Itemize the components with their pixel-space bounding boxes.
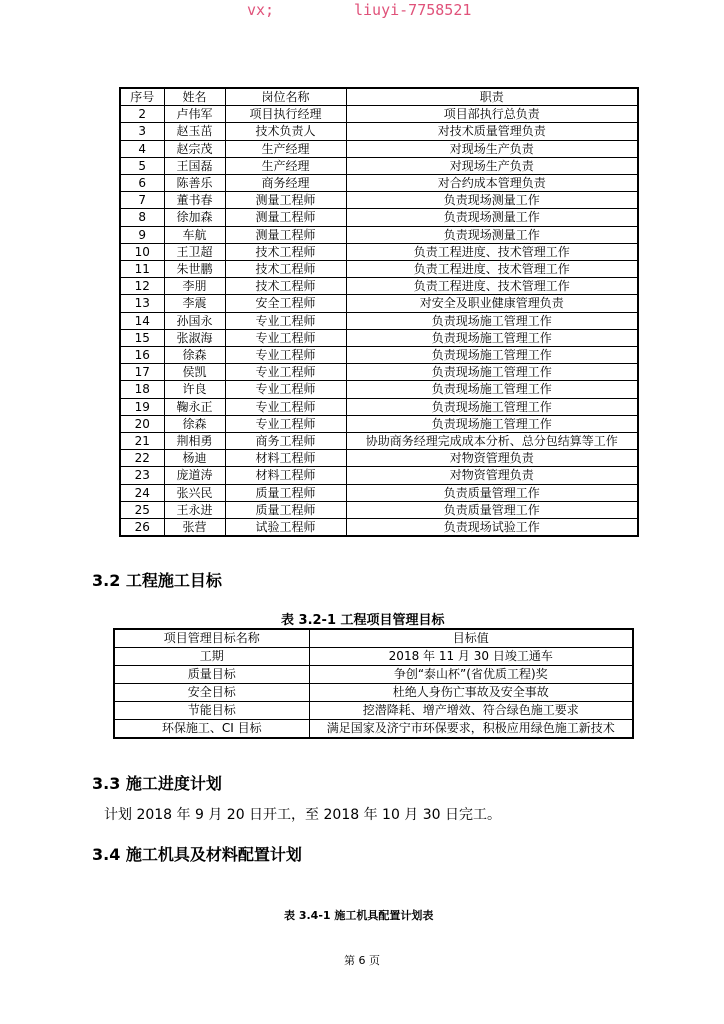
section-heading-3-4: 3.4 施工机具及材料配置计划 [92, 845, 302, 864]
cell-position: 试验工程师 [225, 519, 346, 537]
cell-name: 董书春 [164, 192, 225, 209]
cell-position: 安全工程师 [225, 295, 346, 312]
cell-position: 质量工程师 [225, 501, 346, 518]
goals-table-caption: 表 3.2-1 工程项目管理目标 [281, 613, 445, 628]
cell-goal-name: 质量目标 [114, 666, 309, 684]
table-row [120, 381, 638, 398]
cell-position: 技术工程师 [225, 243, 346, 260]
cell-position: 技术负责人 [225, 123, 346, 140]
cell-no: 26 [120, 519, 164, 537]
cell-name: 赵宗茂 [164, 140, 225, 157]
cell-no: 10 [120, 243, 164, 260]
cell-position: 专业工程师 [225, 381, 346, 398]
cell-position: 生产经理 [225, 140, 346, 157]
cell-no: 9 [120, 226, 164, 243]
cell-no: 17 [120, 364, 164, 381]
cell-name: 李朋 [164, 278, 225, 295]
cell-name: 卢伟军 [164, 106, 225, 123]
table-row [120, 467, 638, 484]
cell-name: 徐加森 [164, 209, 225, 226]
cell-goal-name: 环保施工、CI 目标 [114, 720, 309, 739]
cell-position: 测量工程师 [225, 209, 346, 226]
cell-position: 材料工程师 [225, 450, 346, 467]
cell-duty: 负责现场测量工作 [346, 209, 638, 226]
cell-duty: 对物资管理负责 [346, 467, 638, 484]
cell-position: 测量工程师 [225, 226, 346, 243]
cell-name: 朱世鹏 [164, 261, 225, 278]
cell-no: 20 [120, 415, 164, 432]
table-row [120, 106, 638, 123]
cell-name: 张淑海 [164, 329, 225, 346]
cell-duty: 负责工程进度、技术管理工作 [346, 243, 638, 260]
cell-position: 专业工程师 [225, 347, 346, 364]
cell-duty: 对物资管理负责 [346, 450, 638, 467]
goals-table-header [114, 629, 633, 648]
cell-name: 荆相勇 [164, 433, 225, 450]
table-row [120, 398, 638, 415]
header-position: 岗位名称 [225, 88, 346, 106]
table-row [120, 347, 638, 364]
table-row [120, 519, 638, 537]
cell-duty: 对技术质量管理负责 [346, 123, 638, 140]
cell-no: 11 [120, 261, 164, 278]
cell-no: 2 [120, 106, 164, 123]
watermark-left: vx; [247, 1, 275, 19]
table-row [114, 702, 633, 720]
cell-name: 王永进 [164, 501, 225, 518]
cell-duty: 协助商务经理完成成本分析、总分包结算等工作 [346, 433, 638, 450]
cell-duty: 负责质量管理工作 [346, 501, 638, 518]
table-row [120, 140, 638, 157]
staff-table-body [120, 106, 638, 537]
cell-no: 12 [120, 278, 164, 295]
cell-duty: 对现场生产负责 [346, 140, 638, 157]
watermark-right: liuyi-7758521 [354, 1, 472, 19]
cell-no: 4 [120, 140, 164, 157]
cell-position: 项目执行经理 [225, 106, 346, 123]
cell-name: 王国磊 [164, 157, 225, 174]
table-row [120, 433, 638, 450]
cell-position: 专业工程师 [225, 364, 346, 381]
table-row [120, 329, 638, 346]
table-row [120, 157, 638, 174]
cell-name: 徐森 [164, 415, 225, 432]
cell-name: 杨迪 [164, 450, 225, 467]
cell-duty: 对合约成本管理负责 [346, 175, 638, 192]
goals-table [113, 628, 634, 739]
cell-goal-value: 杜绝人身伤亡事故及安全事故 [309, 684, 633, 702]
cell-name: 车航 [164, 226, 225, 243]
cell-no: 24 [120, 484, 164, 501]
cell-position: 材料工程师 [225, 467, 346, 484]
equipment-table-caption: 表 3.4-1 施工机具配置计划表 [284, 909, 434, 922]
cell-no: 8 [120, 209, 164, 226]
table-row [120, 226, 638, 243]
header-goal-name: 项目管理目标名称 [114, 629, 309, 648]
cell-goal-name: 节能目标 [114, 702, 309, 720]
cell-name: 张兴民 [164, 484, 225, 501]
cell-no: 22 [120, 450, 164, 467]
cell-no: 21 [120, 433, 164, 450]
cell-no: 7 [120, 192, 164, 209]
cell-name: 侯凯 [164, 364, 225, 381]
cell-position: 质量工程师 [225, 484, 346, 501]
cell-position: 专业工程师 [225, 415, 346, 432]
cell-duty: 负责现场施工管理工作 [346, 347, 638, 364]
table-row [120, 312, 638, 329]
table-row [120, 450, 638, 467]
cell-duty: 负责现场施工管理工作 [346, 398, 638, 415]
table-row [120, 175, 638, 192]
header-name: 姓名 [164, 88, 225, 106]
page-number: 第 6 页 [344, 954, 380, 967]
cell-name: 陈善乐 [164, 175, 225, 192]
cell-no: 25 [120, 501, 164, 518]
table-row [120, 501, 638, 518]
cell-no: 15 [120, 329, 164, 346]
cell-duty: 负责现场试验工作 [346, 519, 638, 537]
header-goal-value: 目标值 [309, 629, 633, 648]
cell-name: 赵玉茁 [164, 123, 225, 140]
cell-no: 6 [120, 175, 164, 192]
staff-table-header [120, 88, 638, 106]
table-row [120, 243, 638, 260]
table-row [120, 261, 638, 278]
cell-duty: 负责工程进度、技术管理工作 [346, 278, 638, 295]
cell-duty: 负责现场测量工作 [346, 192, 638, 209]
cell-duty: 对安全及职业健康管理负责 [346, 295, 638, 312]
cell-no: 19 [120, 398, 164, 415]
cell-goal-value: 挖潜降耗、增产增效、符合绿色施工要求 [309, 702, 633, 720]
cell-name: 鞠永正 [164, 398, 225, 415]
cell-goal-name: 工期 [114, 648, 309, 666]
cell-duty: 负责现场施工管理工作 [346, 381, 638, 398]
section-heading-3-3: 3.3 施工进度计划 [92, 774, 222, 793]
table-row [120, 364, 638, 381]
cell-position: 专业工程师 [225, 398, 346, 415]
cell-position: 测量工程师 [225, 192, 346, 209]
cell-position: 技术工程师 [225, 278, 346, 295]
cell-no: 23 [120, 467, 164, 484]
header-duty: 职责 [346, 88, 638, 106]
cell-no: 18 [120, 381, 164, 398]
cell-duty: 负责现场测量工作 [346, 226, 638, 243]
cell-position: 专业工程师 [225, 312, 346, 329]
cell-no: 3 [120, 123, 164, 140]
table-row [114, 684, 633, 702]
table-row [120, 484, 638, 501]
cell-position: 商务经理 [225, 175, 346, 192]
cell-duty: 负责质量管理工作 [346, 484, 638, 501]
cell-goal-name: 安全目标 [114, 684, 309, 702]
cell-name: 王卫超 [164, 243, 225, 260]
table-row [120, 278, 638, 295]
cell-name: 李震 [164, 295, 225, 312]
cell-duty: 项目部执行总负责 [346, 106, 638, 123]
cell-name: 张营 [164, 519, 225, 537]
cell-no: 13 [120, 295, 164, 312]
cell-name: 徐森 [164, 347, 225, 364]
cell-duty: 负责现场施工管理工作 [346, 312, 638, 329]
cell-no: 14 [120, 312, 164, 329]
schedule-paragraph: 计划 2018 年 9 月 20 日开工，至 2018 年 10 月 30 日完工。 [104, 807, 502, 823]
header-no: 序号 [120, 88, 164, 106]
cell-duty: 负责现场施工管理工作 [346, 329, 638, 346]
cell-name: 许良 [164, 381, 225, 398]
table-row [120, 192, 638, 209]
table-row [120, 415, 638, 432]
cell-no: 5 [120, 157, 164, 174]
cell-duty: 负责现场施工管理工作 [346, 364, 638, 381]
table-row [114, 648, 633, 666]
cell-position: 专业工程师 [225, 329, 346, 346]
cell-position: 技术工程师 [225, 261, 346, 278]
cell-duty: 对现场生产负责 [346, 157, 638, 174]
goals-table-body [114, 648, 633, 739]
cell-goal-value: 满足国家及济宁市环保要求，积极应用绿色施工新技术 [309, 720, 633, 739]
staff-table [119, 87, 639, 537]
table-row [114, 720, 633, 739]
table-row [114, 666, 633, 684]
cell-position: 商务工程师 [225, 433, 346, 450]
cell-goal-value: 争创“泰山杯”(省优质工程)奖 [309, 666, 633, 684]
cell-goal-value: 2018 年 11 月 30 日竣工通车 [309, 648, 633, 666]
cell-name: 庞道涛 [164, 467, 225, 484]
cell-duty: 负责工程进度、技术管理工作 [346, 261, 638, 278]
cell-position: 生产经理 [225, 157, 346, 174]
watermark [0, 0, 724, 24]
cell-duty: 负责现场施工管理工作 [346, 415, 638, 432]
table-row [120, 295, 638, 312]
section-heading-3-2: 3.2 工程施工目标 [92, 571, 222, 590]
cell-name: 孙国永 [164, 312, 225, 329]
cell-no: 16 [120, 347, 164, 364]
table-row [120, 123, 638, 140]
table-row [120, 209, 638, 226]
